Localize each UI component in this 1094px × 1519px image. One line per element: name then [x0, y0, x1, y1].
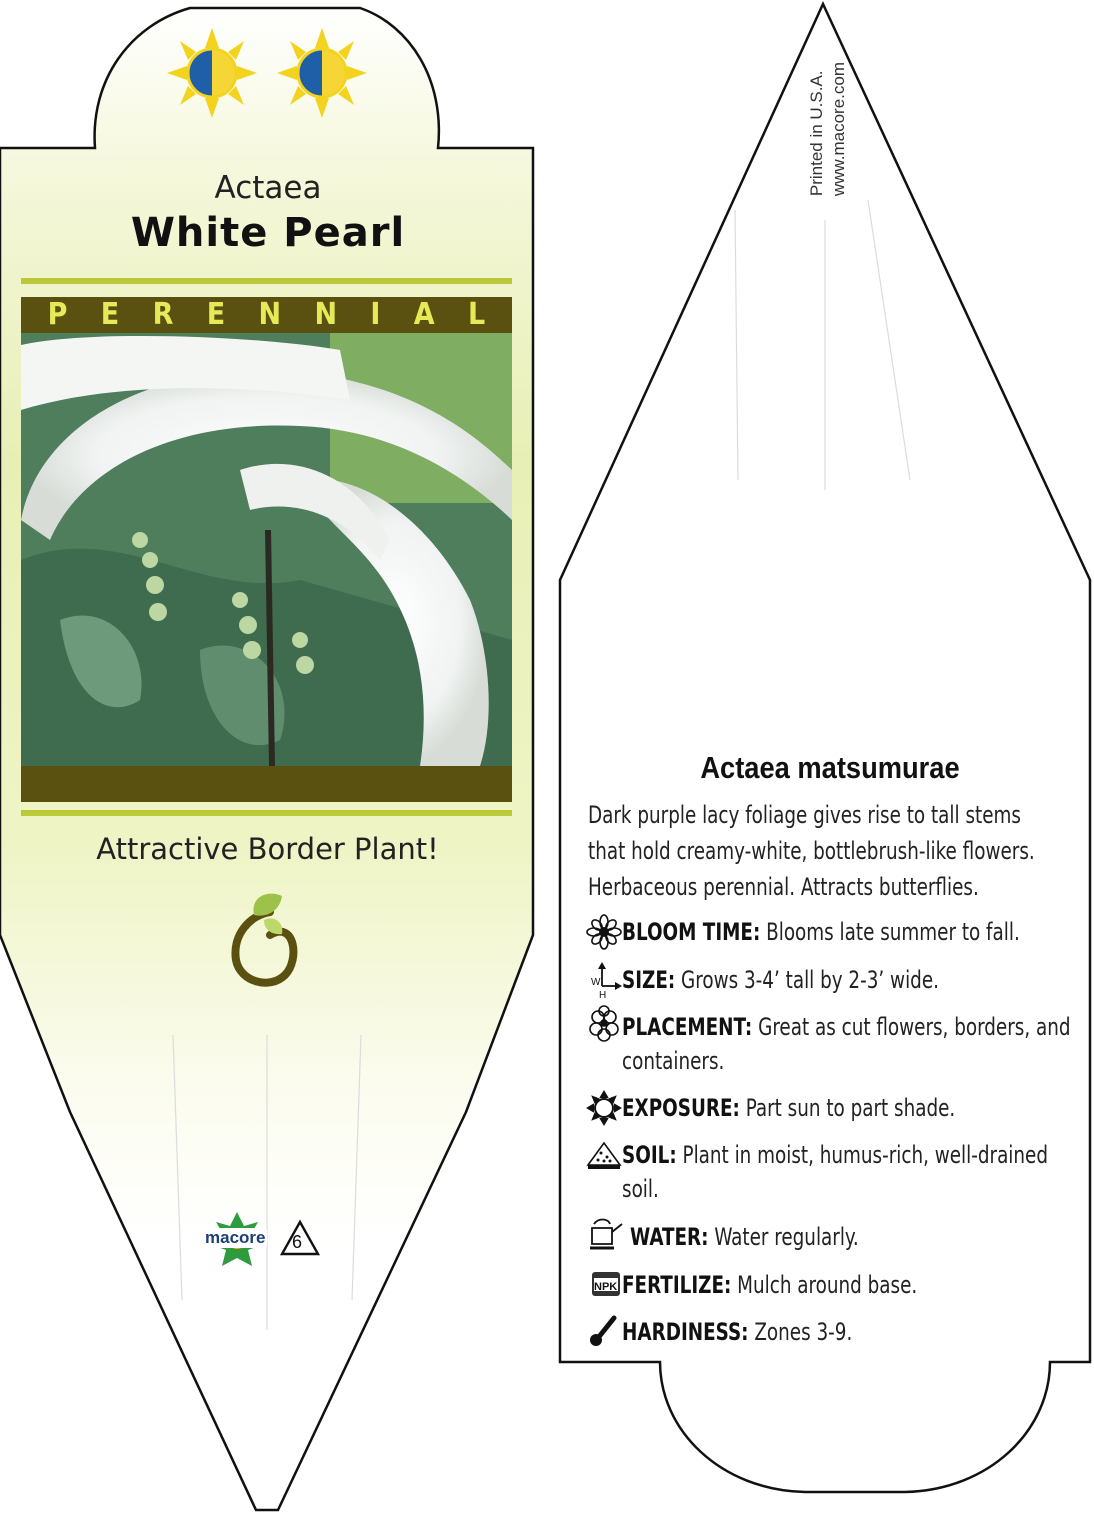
detail-text: Grows 3-4’ tall by 2-3’ wide.	[675, 966, 939, 994]
rule-top	[21, 278, 512, 284]
sun-outline-icon	[588, 1094, 622, 1126]
category-band-letter: A	[413, 297, 435, 332]
brand-logo-text: macore	[205, 1228, 266, 1247]
tagline: Attractive Border Plant!	[96, 832, 439, 866]
species-name: Actaea matsumurae	[700, 750, 960, 785]
detail-label: HARDINESS:	[622, 1318, 749, 1346]
detail-text: Part sun to part shade.	[739, 1094, 956, 1122]
rule-bottom	[21, 810, 512, 816]
thermometer-icon	[588, 1318, 622, 1350]
detail-soil	[588, 1138, 1094, 1206]
detail-hardiness	[588, 1315, 1094, 1350]
detail-label: PLACEMENT:	[622, 1013, 753, 1041]
category-band-letter: I	[370, 297, 381, 332]
detail-label: SIZE:	[622, 966, 676, 994]
size-w-letter: W	[591, 977, 601, 988]
detail-label: FERTILIZE:	[622, 1271, 732, 1299]
photo-bottom-band	[21, 766, 512, 802]
sun-icon-left	[167, 28, 257, 118]
category-band-letter: N	[314, 297, 338, 332]
detail-placement	[588, 1010, 1094, 1078]
soil-pile-icon	[588, 1141, 622, 1173]
detail-size	[588, 963, 1094, 998]
size-arrows-icon	[588, 966, 622, 998]
plant-genus: Actaea	[214, 170, 322, 206]
printed-note: Printed in U.S.A.	[807, 70, 826, 197]
detail-bloom-time	[588, 915, 1094, 950]
npk-label: NPK	[594, 1281, 618, 1293]
plant-photo	[21, 333, 512, 766]
recycle-code: 6	[292, 1232, 303, 1252]
detail-text: Blooms late summer to fall.	[760, 918, 1020, 946]
category-band	[21, 297, 512, 333]
detail-text: Plant in moist, humus-rich, well-drained soil.	[622, 1141, 1048, 1203]
detail-fertilize	[588, 1268, 1094, 1303]
flower-icon	[588, 918, 622, 950]
detail-water	[588, 1220, 1094, 1255]
category-band-letter: N	[258, 297, 282, 332]
watering-can-icon	[588, 1223, 622, 1255]
plant-cluster-icon	[588, 1013, 622, 1045]
print-info	[806, 62, 850, 196]
detail-label: SOIL:	[622, 1141, 677, 1169]
detail-exposure	[588, 1091, 1094, 1126]
website: www.macore.com	[829, 62, 848, 197]
detail-label: BLOOM TIME:	[622, 918, 761, 946]
detail-label: EXPOSURE:	[622, 1094, 740, 1122]
plant-description: Dark purple lacy foliage gives rise to tall stems that hold creamy-white, bottlebrush-like flowers. Herbaceous perennial. Attracts butterflies.	[588, 801, 1035, 901]
plant-cultivar: White Pearl	[130, 210, 406, 256]
detail-label: WATER:	[630, 1223, 709, 1251]
category-band-letter: P	[47, 297, 68, 332]
size-h-letter: H	[599, 990, 607, 1001]
category-band-letter: R	[152, 297, 174, 332]
category-band-letter: E	[100, 297, 120, 332]
category-band-letter: E	[206, 297, 226, 332]
category-band-letter: L	[468, 297, 486, 332]
detail-text: Mulch around base.	[731, 1271, 918, 1299]
npk-bag-icon	[588, 1271, 622, 1303]
sun-icon-right	[277, 28, 367, 118]
detail-text: Great as cut flowers, borders, and containers.	[622, 1013, 1071, 1075]
detail-text: Water regularly.	[708, 1223, 859, 1251]
detail-text: Zones 3-9.	[748, 1318, 853, 1346]
